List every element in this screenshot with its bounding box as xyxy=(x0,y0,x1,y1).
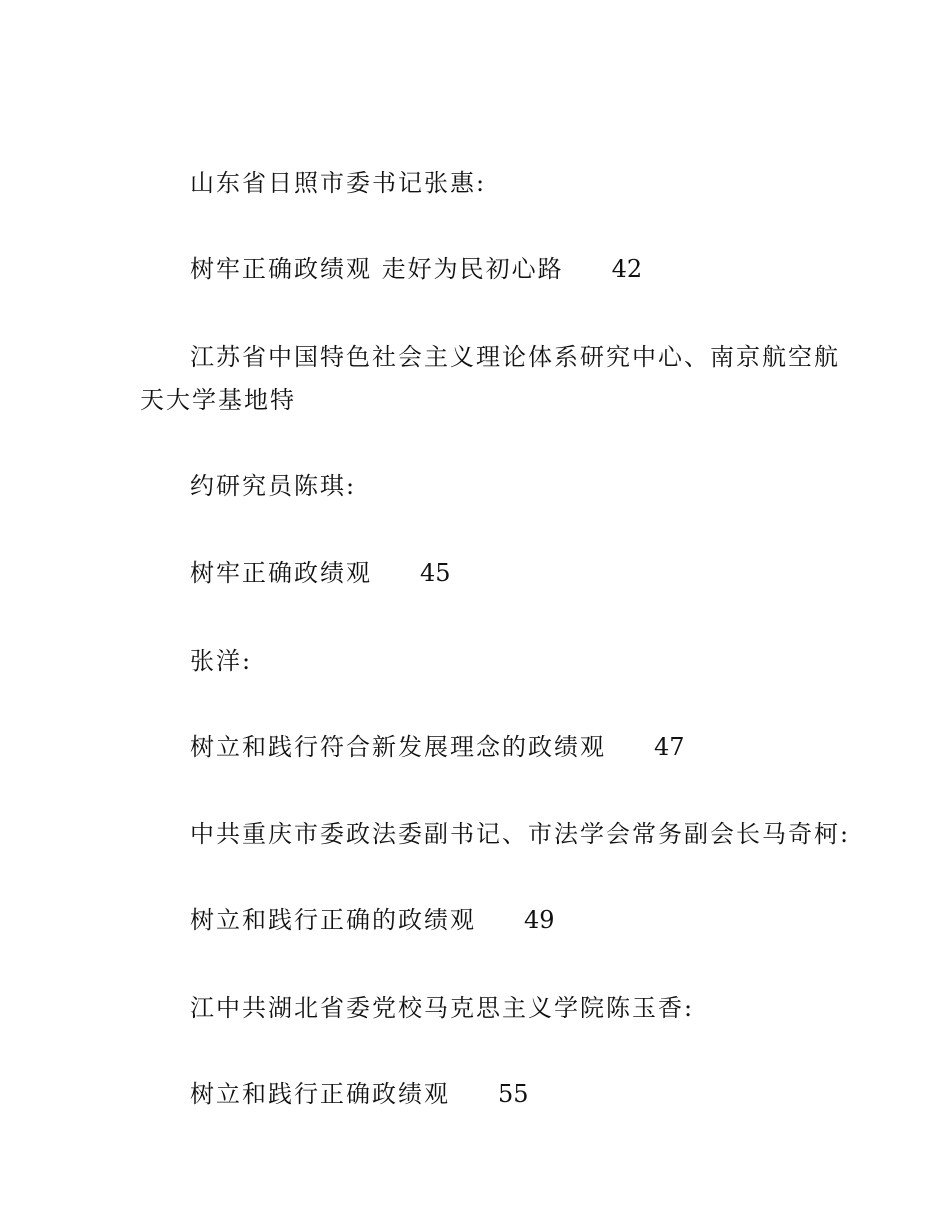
entry-title: 树牢正确政绩观 走好为民初心路 xyxy=(190,255,564,283)
line-text: 约研究员陈琪: xyxy=(190,472,357,500)
page-number: 45 xyxy=(420,559,451,587)
entry-title: 树立和践行正确政绩观 xyxy=(190,1080,450,1108)
author-line-continuation xyxy=(140,385,296,415)
line-text: 山东省日照市委书记张惠: xyxy=(190,169,487,197)
page-number: 47 xyxy=(654,733,685,761)
line-text: 张洋: xyxy=(190,647,253,675)
author-line xyxy=(190,471,356,501)
line-text: 天大学基地特 xyxy=(140,386,296,414)
toc-entry xyxy=(190,558,451,588)
entry-title: 树立和践行正确的政绩观 xyxy=(190,906,476,934)
line-text: 江苏省中国特色社会主义理论体系研究中心、南京航空航 xyxy=(190,343,840,371)
page-number: 42 xyxy=(611,255,643,283)
author-line xyxy=(190,646,252,676)
toc-entry xyxy=(190,254,642,284)
author-line xyxy=(190,993,694,1023)
page-number: 49 xyxy=(524,906,555,934)
author-line xyxy=(190,168,486,198)
author-line xyxy=(190,342,840,372)
page-number: 55 xyxy=(498,1080,529,1108)
line-text: 江中共湖北省委党校马克思主义学院陈玉香: xyxy=(190,994,695,1022)
entry-title: 树牢正确政绩观 xyxy=(190,559,372,587)
entry-title: 树立和践行符合新发展理念的政绩观 xyxy=(190,733,606,761)
toc-entry xyxy=(190,1079,529,1109)
toc-entry xyxy=(190,732,685,762)
toc-entry xyxy=(190,905,555,935)
line-text: 中共重庆市委政法委副书记、市法学会常务副会长马奇柯: xyxy=(190,820,851,848)
author-line xyxy=(190,819,850,849)
